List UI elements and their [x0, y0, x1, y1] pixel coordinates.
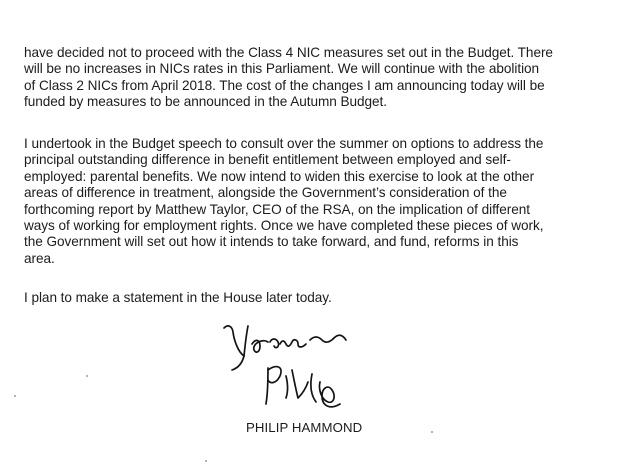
scan-speck	[14, 395, 16, 397]
scan-speck	[205, 460, 207, 462]
signatory-name: PHILIP HAMMOND	[246, 420, 363, 435]
paragraph-nic-measures	[24, 45, 620, 111]
scan-speck	[86, 375, 88, 377]
paragraph-consultation	[24, 136, 620, 267]
text-line: of Class 2 NICs from April 2018. The cost of the changes I am announcing today will be	[24, 77, 545, 93]
text-line: have decided not to proceed with the Class 4 NIC measures set out in the Budget. There	[24, 45, 553, 60]
text-line: I undertook in the Budget speech to consult over the summer on options to address the	[24, 136, 544, 151]
text-line: will be no increases in NICs rates in this Parliament. We will continue with the abolition	[24, 61, 540, 77]
text-line: forthcoming report by Matthew Taylor, CEO of the RSA, on the implication of different	[24, 201, 531, 217]
text-line: employed: parental benefits. We now intend to widen this exercise to look at the other	[24, 168, 535, 184]
text-line: the Government will set out how it intends to take forward, and fund, reforms in this	[24, 234, 519, 250]
text-line: I plan to make a statement in the House later today.	[24, 290, 332, 305]
handwritten-signature	[218, 318, 368, 414]
text-line: principal outstanding difference in benefit entitlement between employed and self-	[24, 152, 511, 168]
text-line: ways of working for employment rights. Once we have completed these pieces of work,	[24, 218, 544, 234]
scan-speck	[431, 431, 433, 433]
text-line: funded by measures to be announced in the Autumn Budget.	[24, 94, 387, 110]
paragraph-statement	[24, 290, 620, 306]
text-line: area.	[24, 250, 55, 266]
text-line: areas of difference in treatment, alongside the Government’s consideration of the	[24, 185, 507, 201]
